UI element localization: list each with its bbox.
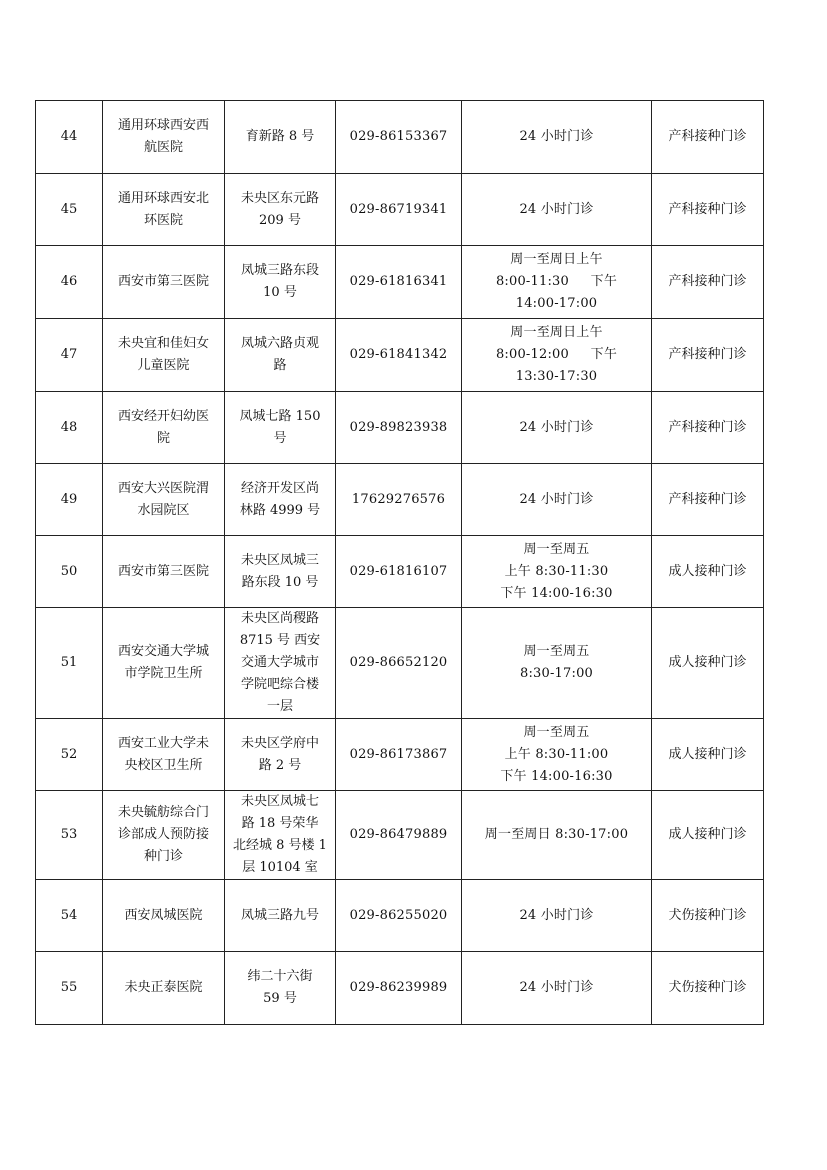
cell-address xyxy=(225,174,336,246)
cell-address-line: 路东段 10 号 xyxy=(241,574,319,590)
cell-hours xyxy=(462,174,652,246)
cell-address xyxy=(225,952,336,1025)
cell-phone: 029-86239989 xyxy=(336,952,462,1025)
cell-hours xyxy=(462,952,652,1025)
cell-address xyxy=(225,608,336,719)
cell-address-line: 纬二十六街 xyxy=(247,969,313,984)
cell-clinic-type: 产科接种门诊 xyxy=(652,246,764,319)
cell-clinic-name-line: 诊部成人预防接 xyxy=(117,827,209,842)
cell-clinic-name xyxy=(103,319,225,392)
cell-address-line: 凤城七路 150 xyxy=(239,408,321,424)
cell-hours xyxy=(462,880,652,952)
table-body xyxy=(36,101,764,1025)
cell-hours-line: 8:30-17:00 xyxy=(519,666,594,681)
cell-address xyxy=(225,392,336,464)
cell-clinic-type: 成人接种门诊 xyxy=(652,608,764,719)
cell-address xyxy=(225,880,336,952)
cell-hours-line: 24 小时门诊 xyxy=(519,419,594,435)
cell-hours-line: 周一至周日 8:30-17:00 xyxy=(484,827,629,842)
cell-number: 46 xyxy=(36,246,103,319)
cell-hours-line: 24 小时门诊 xyxy=(519,129,594,144)
cell-number: 50 xyxy=(36,536,103,608)
cell-address-line: 路 xyxy=(273,358,287,373)
cell-clinic-name-line: 西安市第三医院 xyxy=(117,274,209,289)
cell-address xyxy=(225,319,336,392)
cell-number: 55 xyxy=(36,952,103,1025)
cell-address-line: 北经城 8 号楼 1 xyxy=(233,838,327,853)
cell-address-line: 未央区尚稷路 xyxy=(240,611,319,626)
cell-clinic-name-line: 环医院 xyxy=(143,212,183,228)
cell-hours-line: 24 小时门诊 xyxy=(519,201,594,217)
cell-number: 53 xyxy=(36,791,103,880)
cell-clinic-type: 产科接种门诊 xyxy=(652,174,764,246)
cell-hours xyxy=(462,791,652,880)
cell-clinic-name xyxy=(103,174,225,246)
cell-clinic-name-line: 航医院 xyxy=(143,140,183,155)
cell-clinic-name-line: 西安凤城医院 xyxy=(124,907,203,923)
table-row xyxy=(36,952,764,1025)
cell-hours-line: 14:00-17:00 xyxy=(515,296,598,311)
cell-clinic-name-line: 通用环球西安北 xyxy=(117,190,209,206)
cell-clinic-type: 成人接种门诊 xyxy=(652,791,764,880)
cell-address-line: 林路 4999 号 xyxy=(239,502,321,518)
cell-clinic-name-line: 西安大兴医院渭 xyxy=(117,480,209,496)
cell-hours-line: 24 小时门诊 xyxy=(519,491,594,507)
cell-address xyxy=(225,719,336,791)
cell-number: 45 xyxy=(36,174,103,246)
cell-clinic-name xyxy=(103,101,225,174)
cell-address-line: 经济开发区尚 xyxy=(240,480,319,496)
cell-clinic-type: 产科接种门诊 xyxy=(652,319,764,392)
table-row xyxy=(36,791,764,880)
cell-clinic-name-line: 院 xyxy=(156,430,170,446)
cell-clinic-type: 产科接种门诊 xyxy=(652,464,764,536)
cell-address-line: 学院吧综合楼 xyxy=(240,677,319,692)
cell-address-line: 凤城三路九号 xyxy=(240,907,319,923)
cell-clinic-type: 成人接种门诊 xyxy=(652,719,764,791)
cell-address-line: 号 xyxy=(273,430,287,446)
cell-address-line: 层 10104 室 xyxy=(242,860,318,875)
cell-clinic-name-line: 西安市第三医院 xyxy=(117,563,209,579)
cell-clinic-name-line: 未央正泰医院 xyxy=(124,980,203,995)
cell-hours-line: 上午 8:30-11:00 xyxy=(504,746,609,762)
cell-hours-line: 8:00-11:30 下午 xyxy=(495,274,618,289)
cell-hours-line: 8:00-12:00 下午 xyxy=(495,347,618,362)
cell-hours-line: 周一至周五 xyxy=(523,724,590,740)
cell-address xyxy=(225,464,336,536)
cell-clinic-name-line: 通用环球西安西 xyxy=(117,118,209,133)
cell-address-line: 未央区学府中 xyxy=(240,735,319,751)
cell-address-line: 59 号 xyxy=(263,991,297,1006)
table-row xyxy=(36,608,764,719)
table-row xyxy=(36,174,764,246)
cell-number: 44 xyxy=(36,101,103,174)
cell-phone: 029-86255020 xyxy=(336,880,462,952)
cell-clinic-name xyxy=(103,608,225,719)
cell-clinic-name-line: 种门诊 xyxy=(143,849,183,864)
cell-clinic-name-line: 西安交通大学城 xyxy=(117,644,209,659)
cell-clinic-name xyxy=(103,791,225,880)
cell-address-line: 育新路 8 号 xyxy=(245,129,315,144)
cell-phone: 029-86153367 xyxy=(336,101,462,174)
cell-address xyxy=(225,791,336,880)
vaccination-clinic-table xyxy=(35,100,764,1025)
cell-clinic-name xyxy=(103,536,225,608)
cell-clinic-type: 产科接种门诊 xyxy=(652,101,764,174)
cell-clinic-type: 成人接种门诊 xyxy=(652,536,764,608)
cell-number: 47 xyxy=(36,319,103,392)
cell-phone: 029-61841342 xyxy=(336,319,462,392)
cell-hours-line: 周一至周五 xyxy=(523,541,590,557)
table-row xyxy=(36,392,764,464)
cell-address xyxy=(225,101,336,174)
cell-address-line: 209 号 xyxy=(259,212,301,228)
cell-phone: 17629276576 xyxy=(336,464,462,536)
table-row xyxy=(36,101,764,174)
cell-hours-line: 下午 14:00-16:30 xyxy=(500,585,613,601)
cell-phone: 029-86652120 xyxy=(336,608,462,719)
cell-address-line: 交通大学城市 xyxy=(240,655,319,670)
cell-clinic-name xyxy=(103,719,225,791)
cell-hours xyxy=(462,319,652,392)
cell-clinic-name-line: 西安工业大学未 xyxy=(117,735,209,751)
cell-clinic-name xyxy=(103,952,225,1025)
cell-clinic-name xyxy=(103,246,225,319)
cell-address-line: 8715 号 西安 xyxy=(239,633,321,648)
cell-clinic-name xyxy=(103,392,225,464)
cell-hours xyxy=(462,392,652,464)
cell-address-line: 路 18 号荣华 xyxy=(241,816,319,831)
cell-hours-line: 13:30-17:30 xyxy=(515,369,598,384)
cell-clinic-type: 产科接种门诊 xyxy=(652,392,764,464)
cell-number: 51 xyxy=(36,608,103,719)
cell-clinic-name-line: 儿童医院 xyxy=(137,358,190,373)
cell-phone: 029-61816341 xyxy=(336,246,462,319)
cell-address-line: 凤城六路贞观 xyxy=(240,336,319,351)
table-row xyxy=(36,246,764,319)
cell-number: 49 xyxy=(36,464,103,536)
cell-number: 54 xyxy=(36,880,103,952)
table-row xyxy=(36,880,764,952)
table-row xyxy=(36,536,764,608)
cell-hours xyxy=(462,719,652,791)
cell-phone: 029-86479889 xyxy=(336,791,462,880)
cell-phone: 029-61816107 xyxy=(336,536,462,608)
cell-hours-line: 周一至周日上午 xyxy=(510,325,603,340)
cell-address-line: 路 2 号 xyxy=(258,757,302,773)
cell-phone: 029-89823938 xyxy=(336,392,462,464)
cell-address-line: 未央区东元路 xyxy=(240,190,319,206)
cell-hours xyxy=(462,608,652,719)
cell-clinic-name xyxy=(103,464,225,536)
cell-clinic-name-line: 央校区卫生所 xyxy=(124,757,203,773)
cell-hours-line: 下午 14:00-16:30 xyxy=(500,768,613,784)
cell-address xyxy=(225,246,336,319)
table-row xyxy=(36,464,764,536)
cell-number: 52 xyxy=(36,719,103,791)
cell-hours-line: 周一至周五 xyxy=(523,644,590,659)
cell-clinic-name-line: 未央宜和佳妇女 xyxy=(117,336,209,351)
cell-phone: 029-86719341 xyxy=(336,174,462,246)
cell-address xyxy=(225,536,336,608)
cell-clinic-type: 犬伤接种门诊 xyxy=(652,952,764,1025)
cell-clinic-name-line: 水园院区 xyxy=(137,502,190,518)
cell-address-line: 凤城三路东段 xyxy=(240,263,319,278)
cell-clinic-name xyxy=(103,880,225,952)
table-row xyxy=(36,319,764,392)
cell-address-line: 一层 xyxy=(266,699,293,714)
cell-clinic-name-line: 未央毓舫综合门 xyxy=(117,805,209,820)
cell-address-line: 未央区凤城七 xyxy=(240,794,319,809)
cell-hours-line: 24 小时门诊 xyxy=(519,907,594,923)
cell-hours-line: 24 小时门诊 xyxy=(519,980,594,995)
cell-phone: 029-86173867 xyxy=(336,719,462,791)
cell-hours-line: 上午 8:30-11:30 xyxy=(504,563,609,579)
table-row xyxy=(36,719,764,791)
cell-clinic-name-line: 西安经开妇幼医 xyxy=(117,408,209,424)
cell-clinic-type: 犬伤接种门诊 xyxy=(652,880,764,952)
cell-address-line: 10 号 xyxy=(263,285,297,300)
cell-hours xyxy=(462,246,652,319)
cell-hours-line: 周一至周日上午 xyxy=(510,252,603,267)
cell-address-line: 未央区凤城三 xyxy=(240,552,319,568)
cell-number: 48 xyxy=(36,392,103,464)
cell-hours xyxy=(462,536,652,608)
cell-hours xyxy=(462,101,652,174)
cell-clinic-name-line: 市学院卫生所 xyxy=(124,666,203,681)
cell-hours xyxy=(462,464,652,536)
